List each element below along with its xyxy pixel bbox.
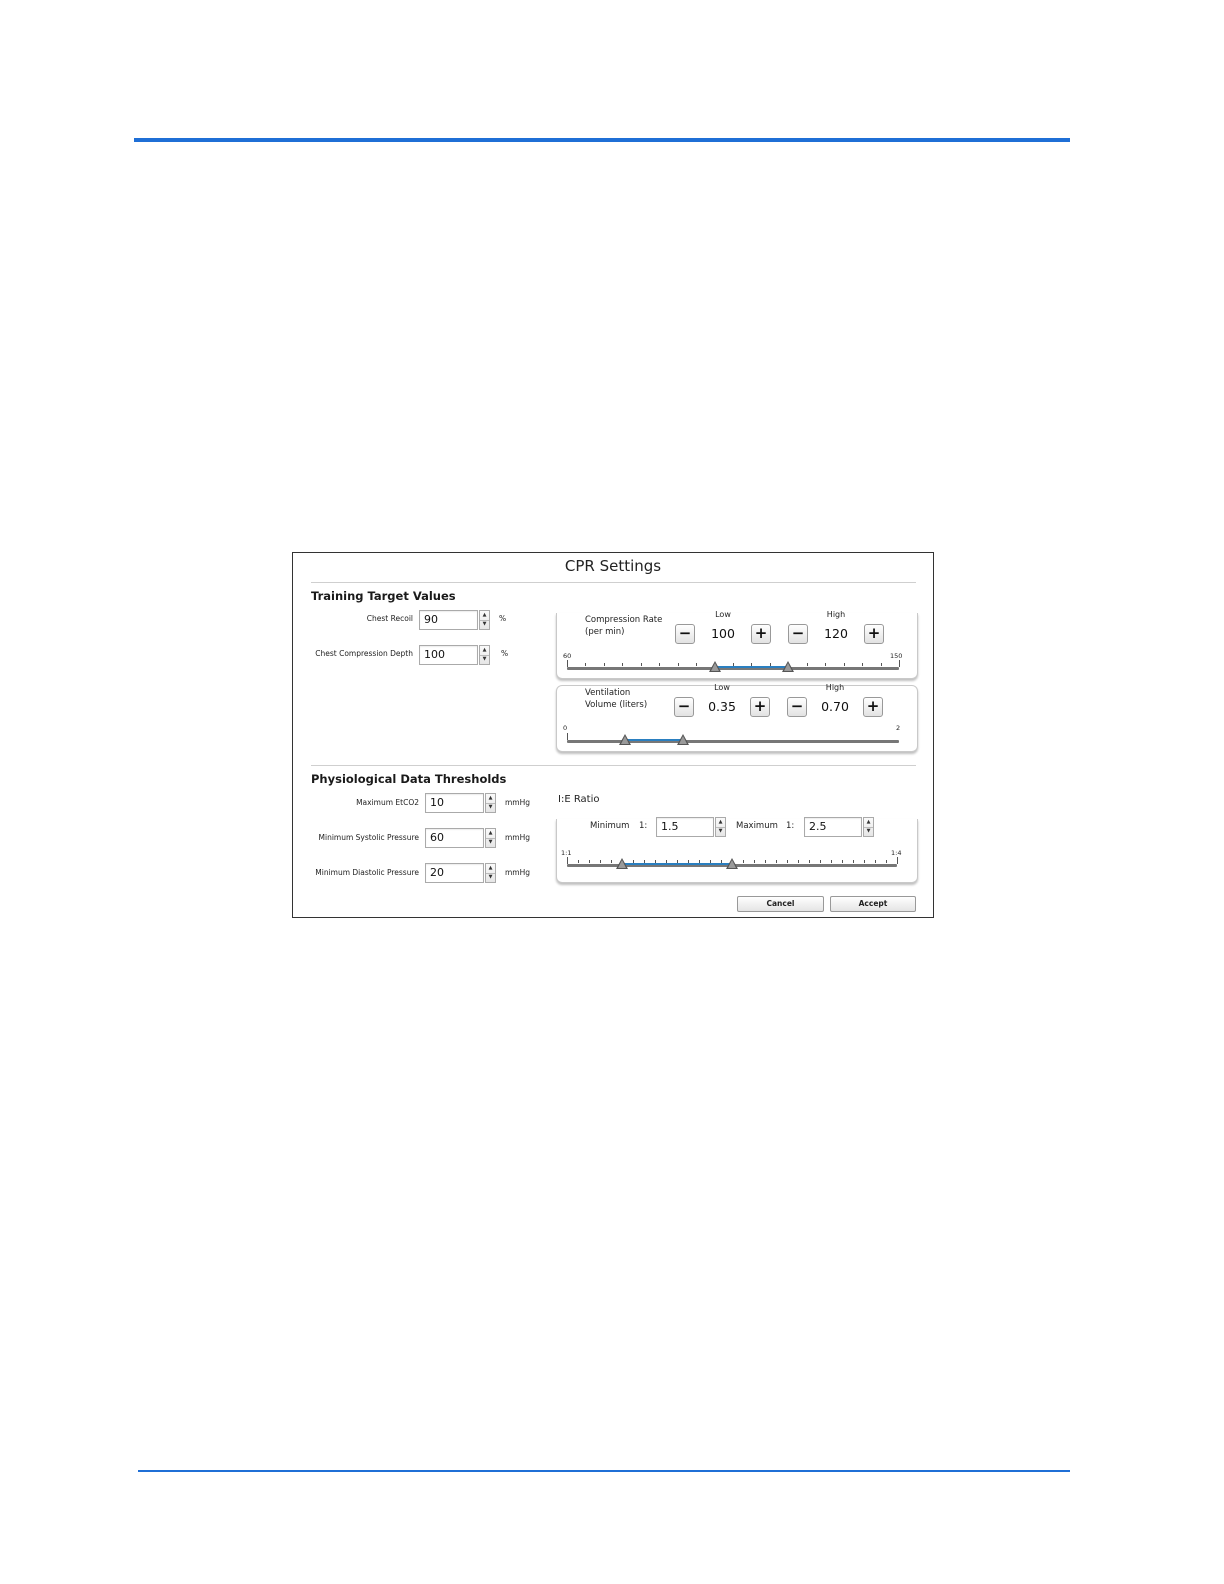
slider-tick <box>825 663 826 666</box>
ie-maximum-label: Maximum <box>736 821 778 831</box>
stepper-up-icon[interactable]: ▲ <box>486 794 495 804</box>
slider-tick <box>589 860 590 863</box>
compression-high-minus-button[interactable] <box>788 624 808 644</box>
ventilation-scale-min: 0 <box>563 724 568 732</box>
slider-tick <box>831 860 832 863</box>
slider-low-thumb[interactable] <box>616 858 628 869</box>
compression-high-heading: High <box>826 610 846 619</box>
ie-scale-max: 1:4 <box>891 849 902 857</box>
stepper-up-icon[interactable]: ▲ <box>716 818 725 828</box>
diastolic-label: Minimum Diastolic Pressure <box>315 868 419 877</box>
stepper-down-icon[interactable]: ▼ <box>482 621 487 627</box>
ventilation-high-plus-button[interactable] <box>863 697 883 717</box>
stepper-up-icon[interactable]: ▲ <box>486 829 495 839</box>
slider-tick <box>600 860 601 863</box>
ie-minimum-prefix: 1: <box>639 821 648 831</box>
systolic-stepper[interactable] <box>485 828 496 848</box>
slider-tick <box>809 860 810 863</box>
minus-icon: − <box>791 624 805 642</box>
chest-depth-field[interactable]: 100 <box>419 645 478 665</box>
slider-tick <box>578 860 579 863</box>
compression-scale-min: 60 <box>563 652 572 660</box>
diastolic-field[interactable]: 20 <box>425 863 484 883</box>
ventilation-low-heading: Low <box>714 683 730 692</box>
ie-maximum-field[interactable]: 2.5 <box>804 817 862 837</box>
slider-tick <box>844 663 845 666</box>
slider-tick <box>787 860 788 863</box>
ie-minimum-stepper[interactable] <box>715 817 726 837</box>
slider-tick <box>611 860 612 863</box>
systolic-field[interactable]: 60 <box>425 828 484 848</box>
ventilation-low-minus-button[interactable] <box>674 697 694 717</box>
etco2-stepper[interactable] <box>485 793 496 813</box>
footer-rule <box>138 1470 1070 1472</box>
stepper-down-icon[interactable]: ▼ <box>866 828 871 834</box>
chest-depth-stepper[interactable] <box>479 645 490 665</box>
plus-icon: + <box>867 624 881 642</box>
slider-tick <box>881 663 882 666</box>
ie-minimum-field[interactable]: 1.5 <box>656 817 714 837</box>
slider-tick <box>862 663 863 666</box>
systolic-label: Minimum Systolic Pressure <box>318 833 419 842</box>
slider-high-thumb[interactable] <box>677 734 689 745</box>
stepper-up-icon[interactable]: ▲ <box>480 646 489 656</box>
slider-tick <box>776 860 777 863</box>
slider-tick <box>897 857 898 864</box>
cancel-button[interactable]: Cancel <box>737 896 824 912</box>
chest-recoil-unit: % <box>499 614 507 623</box>
ventilation-scale-max: 2 <box>896 724 901 732</box>
ventilation-high-heading: High <box>825 683 845 692</box>
slider-tick <box>875 860 876 863</box>
minus-icon: − <box>677 697 691 715</box>
slider-tick <box>798 860 799 863</box>
stepper-down-icon[interactable]: ▼ <box>488 804 493 810</box>
slider-tick <box>765 860 766 863</box>
slider-low-thumb[interactable] <box>619 734 631 745</box>
slider-tick <box>743 860 744 863</box>
slider-tick <box>678 663 679 666</box>
etco2-unit: mmHg <box>505 798 531 807</box>
stepper-down-icon[interactable]: ▼ <box>482 656 487 662</box>
plus-icon: + <box>754 624 768 642</box>
stepper-down-icon[interactable]: ▼ <box>718 828 723 834</box>
ie-maximum-prefix: 1: <box>786 821 795 831</box>
chest-depth-label: Chest Compression Depth <box>315 649 413 658</box>
chest-recoil-field[interactable]: 90 <box>419 610 478 630</box>
section-divider <box>311 765 916 766</box>
slider-tick <box>659 663 660 666</box>
slider-tick <box>842 860 843 863</box>
compression-high-value: 120 <box>824 626 848 641</box>
ventilation-high-minus-button[interactable] <box>787 697 807 717</box>
stepper-up-icon[interactable]: ▲ <box>486 864 495 874</box>
plus-icon: + <box>866 697 880 715</box>
etco2-label: Maximum EtCO2 <box>356 798 419 807</box>
compression-rate-panel <box>556 610 918 679</box>
ventilation-slider[interactable] <box>567 730 899 748</box>
ventilation-high-value: 0.70 <box>821 699 849 714</box>
slider-tick <box>807 663 808 666</box>
stepper-down-icon[interactable]: ▼ <box>488 874 493 880</box>
compression-rate-slider[interactable] <box>567 657 899 675</box>
ie-ratio-title: I:E Ratio <box>558 794 600 805</box>
compression-low-minus-button[interactable] <box>675 624 695 644</box>
slider-track[interactable] <box>567 740 899 743</box>
slider-high-thumb[interactable] <box>782 661 794 672</box>
slider-tick <box>853 860 854 863</box>
compression-high-plus-button[interactable] <box>864 624 884 644</box>
diastolic-stepper[interactable] <box>485 863 496 883</box>
slider-tick <box>567 660 568 667</box>
slider-tick <box>567 857 568 864</box>
ie-ratio-panel <box>556 819 918 883</box>
ie-scale-min: 1:1 <box>561 849 572 857</box>
chest-recoil-label: Chest Recoil <box>366 614 413 623</box>
ie-minimum-label: Minimum <box>590 821 630 831</box>
ventilation-low-plus-button[interactable] <box>750 697 770 717</box>
accept-button[interactable]: Accept <box>830 896 916 912</box>
slider-tick <box>641 663 642 666</box>
compression-scale-max: 150 <box>890 652 903 660</box>
training-section-title: Training Target Values <box>311 589 456 603</box>
slider-tick <box>696 663 697 666</box>
etco2-field[interactable]: 10 <box>425 793 484 813</box>
stepper-up-icon[interactable]: ▲ <box>864 818 873 828</box>
slider-tick <box>622 663 623 666</box>
slider-tick <box>899 660 900 667</box>
dialog-title: CPR Settings <box>564 557 662 575</box>
compression-rate-label: Compression Rate (per min) <box>585 615 663 637</box>
compression-low-heading: Low <box>715 610 731 619</box>
slider-low-thumb[interactable] <box>709 661 721 672</box>
slider-tick <box>754 860 755 863</box>
ventilation-low-value: 0.35 <box>708 699 736 714</box>
chest-recoil-stepper[interactable] <box>479 610 490 630</box>
compression-low-value: 100 <box>711 626 735 641</box>
slider-selected-range <box>625 739 683 741</box>
compression-low-plus-button[interactable] <box>751 624 771 644</box>
physio-section-title: Physiological Data Thresholds <box>311 772 507 786</box>
header-rule <box>134 138 1070 142</box>
plus-icon: + <box>753 697 767 715</box>
stepper-down-icon[interactable]: ▼ <box>488 839 493 845</box>
slider-tick <box>585 663 586 666</box>
diastolic-unit: mmHg <box>505 868 531 877</box>
slider-high-thumb[interactable] <box>726 858 738 869</box>
minus-icon: − <box>790 697 804 715</box>
systolic-unit: mmHg <box>505 833 531 842</box>
slider-selected-range <box>622 863 732 865</box>
ventilation-label: Ventilation Volume (liters) <box>585 688 648 710</box>
ie-maximum-stepper[interactable] <box>863 817 874 837</box>
minus-icon: − <box>678 624 692 642</box>
slider-tick <box>820 860 821 863</box>
title-divider <box>311 582 916 583</box>
slider-tick <box>886 860 887 863</box>
chest-depth-unit: % <box>501 649 509 658</box>
slider-tick <box>567 733 568 740</box>
ventilation-panel <box>556 685 918 752</box>
ie-ratio-slider[interactable] <box>567 854 897 872</box>
slider-tick <box>604 663 605 666</box>
stepper-up-icon[interactable]: ▲ <box>480 611 489 621</box>
slider-selected-range <box>715 666 789 668</box>
cpr-settings-dialog <box>292 552 934 918</box>
slider-tick <box>864 860 865 863</box>
